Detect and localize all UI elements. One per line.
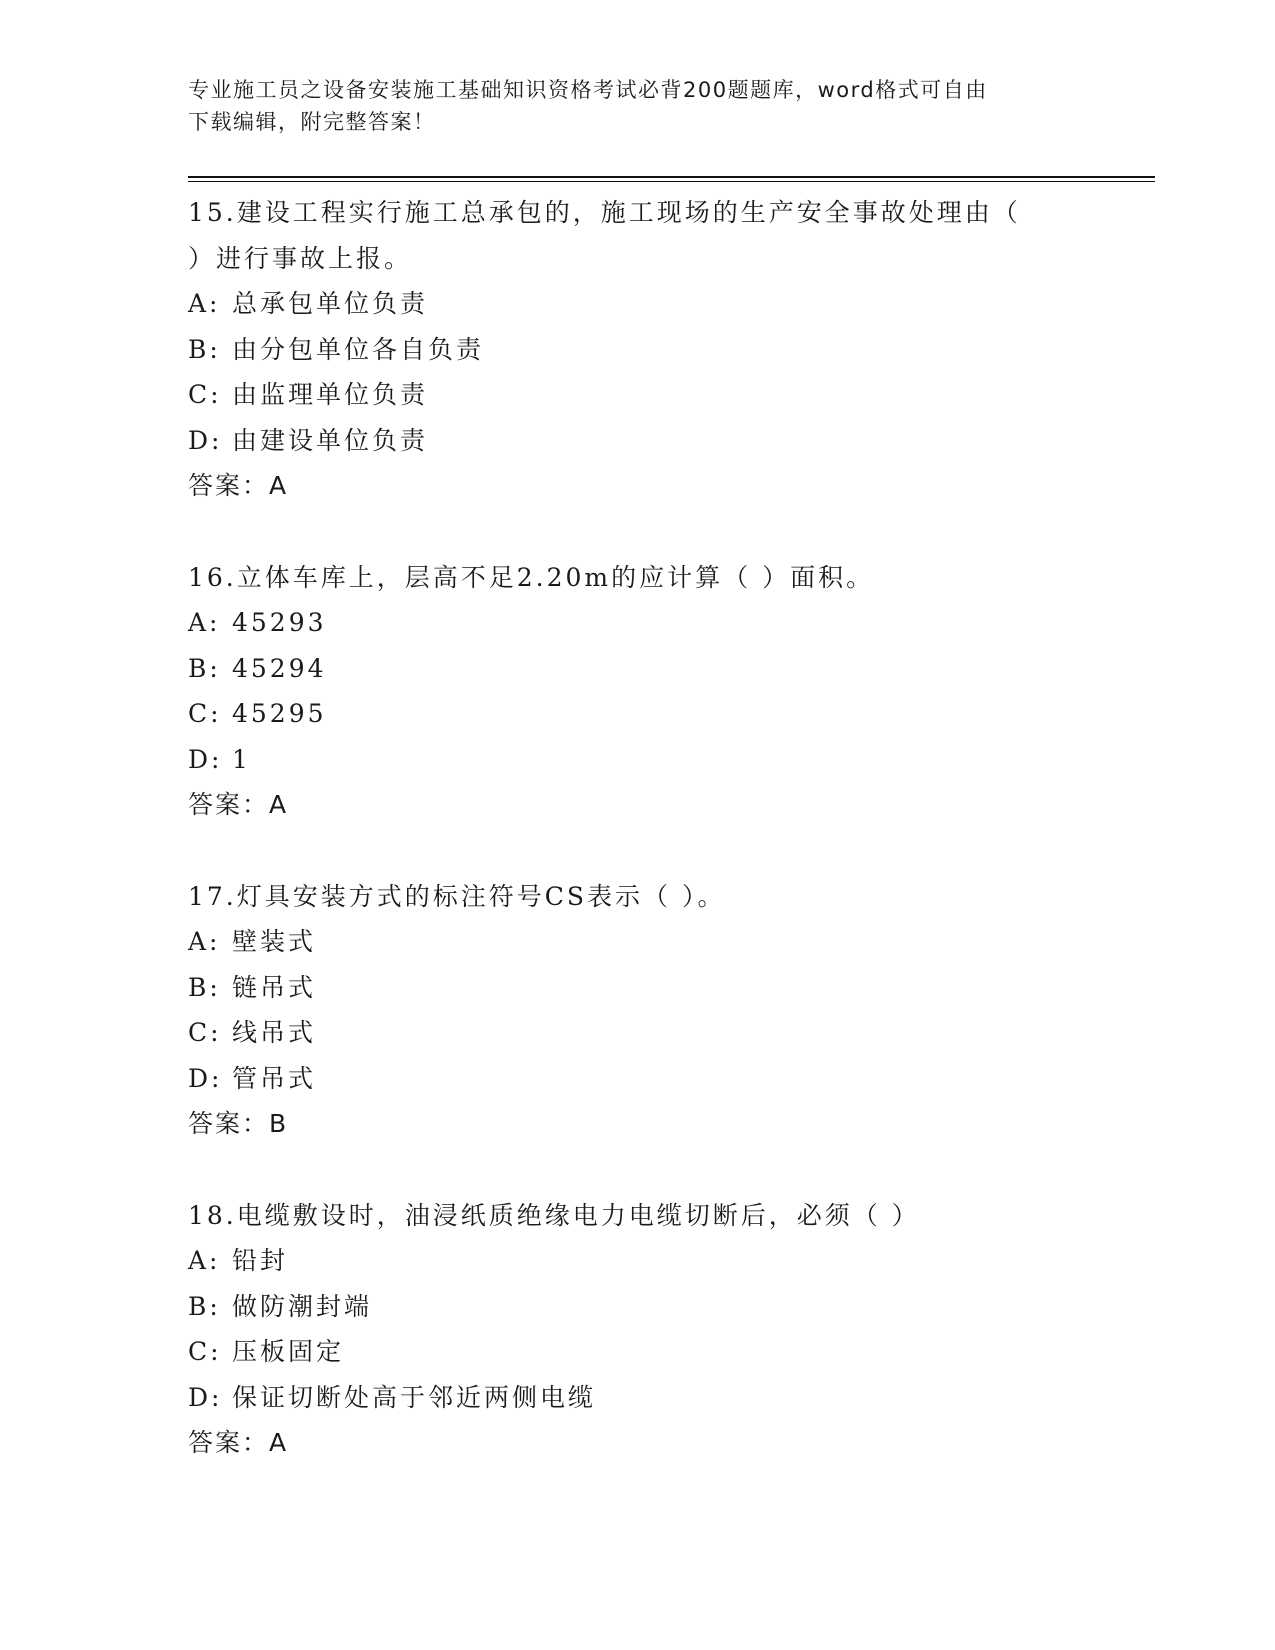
question-text-line1: 18.电缆敷设时，油浸纸质绝缘电力电缆切断后，必须（ ） [188,1200,920,1230]
option-key: A: [188,289,221,318]
option-text: 45295 [232,699,327,728]
option-key: C: [188,380,222,409]
option-text: 1 [232,744,251,774]
option-text: 链吊式 [232,972,317,1002]
option-a [188,600,1088,646]
option-key: D: [188,425,223,455]
option-text: 压板固定 [232,1337,345,1366]
question-text-line1: 15.建设工程实行施工总承包的，施工现场的生产安全事故处理由（ [188,198,1021,227]
option-key: C: [188,1337,222,1366]
option-text: 45294 [232,653,327,683]
answer-line: 答案：A [188,790,289,819]
option-b [188,965,1088,1011]
option-a [188,1238,1088,1284]
header-title-line1: 专业施工员之设备安装施工基础知识资格考试必背200题题库，word格式可自由 [188,78,988,102]
option-key: C: [188,699,222,728]
question-17 [188,874,1088,1147]
option-key: D: [188,1063,223,1093]
option-key: A: [188,608,221,637]
answer-line: 答案：A [188,1428,289,1457]
question-16 [188,555,1088,828]
header-divider-thick [188,176,1155,178]
option-text: 总承包单位负责 [232,289,429,318]
option-key: C: [188,1018,222,1047]
option-key: B: [188,653,221,683]
option-c [188,1010,1088,1056]
option-b [188,327,1088,373]
option-key: A: [188,1246,221,1275]
option-text: 线吊式 [232,1018,317,1047]
question-15 [188,190,1088,509]
question-list [188,190,1088,1512]
option-text: 铅封 [232,1246,289,1275]
option-text: 由建设单位负责 [232,425,429,455]
question-18 [188,1193,1088,1466]
option-d [188,1375,1088,1421]
option-text: 由分包单位各自负责 [232,334,485,364]
header-divider-thin [188,181,1155,182]
answer-line: 答案：A [188,471,289,500]
option-c [188,691,1088,737]
option-key: A: [188,927,221,956]
option-text: 做防潮封端 [232,1291,373,1321]
question-text-line1: 17.灯具安装方式的标注符号CS表示（ ）。 [188,881,726,911]
option-d [188,1056,1088,1102]
option-text: 保证切断处高于邻近两侧电缆 [232,1382,597,1412]
document-header [188,74,1088,138]
option-d [188,737,1088,783]
header-title-line2: 下载编辑，附完整答案！ [188,110,436,134]
option-text: 45293 [232,608,327,637]
question-text-line2: ）进行事故上报。 [188,243,413,273]
option-text: 管吊式 [232,1063,317,1093]
option-text: 壁装式 [232,927,317,956]
option-b [188,646,1088,692]
answer-line: 答案：B [188,1109,289,1138]
option-key: B: [188,334,221,364]
option-a [188,919,1088,965]
option-key: B: [188,1291,221,1321]
option-key: B: [188,972,221,1002]
option-text: 由监理单位负责 [232,380,429,409]
option-c [188,1329,1088,1375]
option-d [188,418,1088,464]
option-c [188,372,1088,418]
option-b [188,1284,1088,1330]
option-key: D: [188,1382,223,1412]
question-text-line1: 16.立体车库上，层高不足2.20m的应计算（ ）面积。 [188,562,875,592]
option-key: D: [188,744,223,774]
option-a [188,281,1088,327]
